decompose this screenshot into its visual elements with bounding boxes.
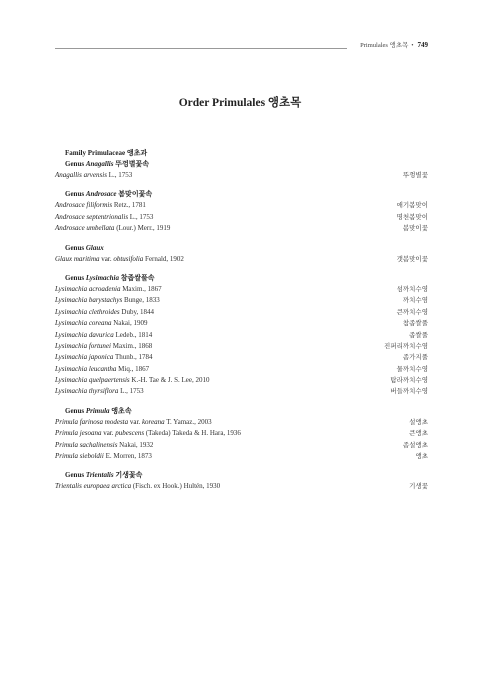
species-author: (Takeda) Takeda & H. Hara, 1936	[145, 429, 241, 438]
species-author: Ledeb., 1814	[115, 330, 153, 339]
species-author: L., 1753	[129, 212, 154, 221]
genus-heading	[55, 273, 428, 284]
species-row	[55, 417, 428, 428]
running-title: Primulales 앵초목	[360, 42, 409, 49]
species-citation	[55, 352, 152, 363]
species-author: Maxim., 1867	[122, 284, 162, 293]
species-citation	[55, 386, 144, 397]
species-citation	[55, 375, 210, 386]
species-name: Primula farinosa modesta var. koreana	[55, 417, 165, 426]
species-row	[55, 375, 428, 386]
genus-korean: 봄맞이꽃속	[118, 190, 153, 199]
species-row	[55, 307, 428, 318]
genus-name: Primula	[85, 406, 110, 415]
species-citation	[55, 330, 152, 341]
genus-heading	[55, 406, 428, 417]
species-author: (Fisch. ex Hook.) Hultén, 1930	[132, 482, 221, 491]
species-name: Lysimachia japonica	[55, 353, 114, 362]
species-row	[55, 170, 428, 181]
species-korean-name: 버들까치수영	[390, 388, 428, 396]
genus-heading	[55, 159, 428, 170]
genus-korean: 참좁쌀풀속	[120, 273, 155, 282]
species-name: Lysimachia coreana	[55, 319, 112, 328]
genus-heading	[55, 243, 428, 254]
page-number: 749	[417, 41, 428, 49]
species-name: Primula sieboldii	[55, 452, 104, 461]
species-name: Androsace filiformis	[55, 201, 113, 210]
species-korean-name: 진퍼리까치수염	[384, 342, 428, 350]
taxon-list	[55, 148, 428, 493]
order-title: Order Primulales 앵초목	[178, 97, 302, 109]
species-korean-name: 앵초	[415, 453, 428, 461]
species-citation	[55, 417, 212, 428]
species-row	[55, 352, 428, 363]
species-korean-name: 물까치수영	[396, 365, 428, 373]
species-name: Primula sachalinensis	[55, 440, 118, 449]
genus-korean: 기생꽃속	[115, 471, 143, 480]
species-citation	[55, 254, 184, 265]
species-author: Duby, 1844	[121, 307, 155, 316]
genus-name: Lysimachia	[85, 273, 119, 282]
species-row	[55, 254, 428, 265]
genus-name: Trientalis	[85, 471, 114, 480]
genus-prefix: Genus	[65, 471, 85, 480]
family-korean: 앵초과	[126, 149, 148, 157]
species-author: Thunb., 1784	[114, 353, 153, 362]
species-author: Miq., 1867	[118, 364, 150, 373]
species-author: L., 1753	[108, 171, 133, 179]
species-author: T. Yamaz., 2003	[166, 417, 212, 426]
species-name: Anagallis arvensis	[55, 171, 107, 179]
species-author: (Lour.) Merr., 1919	[116, 224, 171, 233]
species-name: Androsace umbellata	[55, 224, 115, 233]
species-citation	[55, 341, 152, 352]
species-citation	[55, 440, 153, 451]
species-korean-name: 큰까치수영	[396, 308, 428, 316]
species-row	[55, 440, 428, 451]
species-korean-name: 큰앵초	[409, 430, 428, 438]
species-row	[55, 341, 428, 352]
genus-prefix: Genus	[65, 273, 85, 282]
genus-name: Androsace	[85, 190, 117, 199]
species-citation	[55, 428, 241, 439]
genus-prefix: Genus	[65, 406, 85, 415]
family-prefix: Family	[65, 149, 86, 157]
species-korean-name: 설앵초	[409, 418, 428, 426]
species-row	[55, 200, 428, 211]
species-author: Nakai, 1909	[113, 319, 148, 328]
species-korean-name: 갯봄맞이꽃	[396, 255, 428, 263]
species-name: Lysimachia clethroides	[55, 307, 120, 316]
species-name: Lysimachia acroadenia	[55, 284, 121, 293]
genus-korean: 앵초속	[111, 406, 132, 415]
species-author: Bunge, 1833	[124, 296, 160, 305]
species-citation	[55, 295, 160, 306]
species-citation	[55, 364, 149, 375]
species-row	[55, 330, 428, 341]
species-citation	[55, 284, 162, 295]
species-author: K.-H. Tae & J. S. Lee, 2010	[131, 376, 210, 385]
species-row	[55, 451, 428, 462]
species-row	[55, 284, 428, 295]
species-author: Retz., 1781	[113, 201, 146, 210]
species-citation	[55, 481, 220, 492]
species-korean-name: 참좁쌀풀	[402, 320, 428, 328]
genus-prefix: Genus	[65, 190, 85, 199]
species-author: Nakai, 1932	[119, 440, 154, 449]
species-citation	[55, 307, 154, 318]
species-korean-name: 탐라까치수영	[390, 377, 428, 385]
species-citation	[55, 318, 147, 329]
species-name: Glaux maritima var. obtusifolia	[55, 254, 144, 263]
species-citation	[55, 223, 170, 234]
species-name: Lysimachia thyrsiflora	[55, 387, 119, 396]
species-name: Lysimachia fortunei	[55, 341, 111, 350]
species-korean-name: 기생꽃	[409, 483, 428, 491]
species-citation	[55, 170, 132, 181]
header-rule	[55, 48, 347, 49]
genus-prefix: Genus	[65, 160, 85, 168]
species-author: L., 1753	[120, 387, 144, 396]
species-row	[55, 295, 428, 306]
species-name: Trientalis europaea arctica	[55, 482, 132, 491]
species-row	[55, 223, 428, 234]
genera-list	[55, 159, 428, 493]
species-korean-name: 까치수염	[402, 297, 428, 305]
species-korean-name: 봄맞이꽃	[402, 225, 428, 233]
species-name: Androsace septentrionalis	[55, 212, 129, 221]
species-row	[55, 364, 428, 375]
species-citation	[55, 451, 152, 462]
species-author: Maxim., 1868	[112, 341, 153, 350]
genus-heading	[55, 189, 428, 200]
genus-name: Glaux	[85, 243, 104, 252]
species-korean-name: 좀설앵초	[402, 441, 428, 449]
species-korean-name: 뚜껑별꽃	[402, 172, 428, 179]
species-korean-name: 애기봄맞이	[396, 202, 428, 210]
species-row	[55, 428, 428, 439]
species-name: Lysimachia leucantha	[55, 364, 117, 373]
species-korean-name: 섬까치수영	[396, 285, 428, 293]
species-name: Primula jesoana var. pubescens	[55, 429, 145, 438]
family-name: Primulaceae	[87, 149, 126, 157]
species-korean-name: 명천봄맞이	[396, 213, 428, 221]
species-korean-name: 좀가지풀	[402, 354, 428, 362]
header-bullet: •	[411, 43, 414, 49]
species-citation	[55, 200, 146, 211]
species-author: Fernald, 1902	[145, 254, 184, 263]
species-citation	[55, 212, 153, 223]
species-name: Lysimachia barystachys	[55, 296, 123, 305]
running-header	[360, 40, 428, 49]
species-row	[55, 318, 428, 329]
species-korean-name: 좁쌀풀	[409, 331, 428, 339]
species-row	[55, 212, 428, 223]
species-row	[55, 481, 428, 492]
genus-heading	[55, 470, 428, 481]
species-name: Lysimachia davurica	[55, 330, 114, 339]
genus-name: Anagallis	[85, 160, 114, 168]
species-name: Lysimachia quelpaertensis	[55, 376, 130, 385]
family-heading	[55, 148, 428, 159]
genus-korean: 뚜껑별꽃속	[115, 160, 149, 168]
species-author: E. Morren, 1873	[105, 452, 152, 461]
species-row	[55, 386, 428, 397]
genus-prefix: Genus	[65, 243, 85, 252]
